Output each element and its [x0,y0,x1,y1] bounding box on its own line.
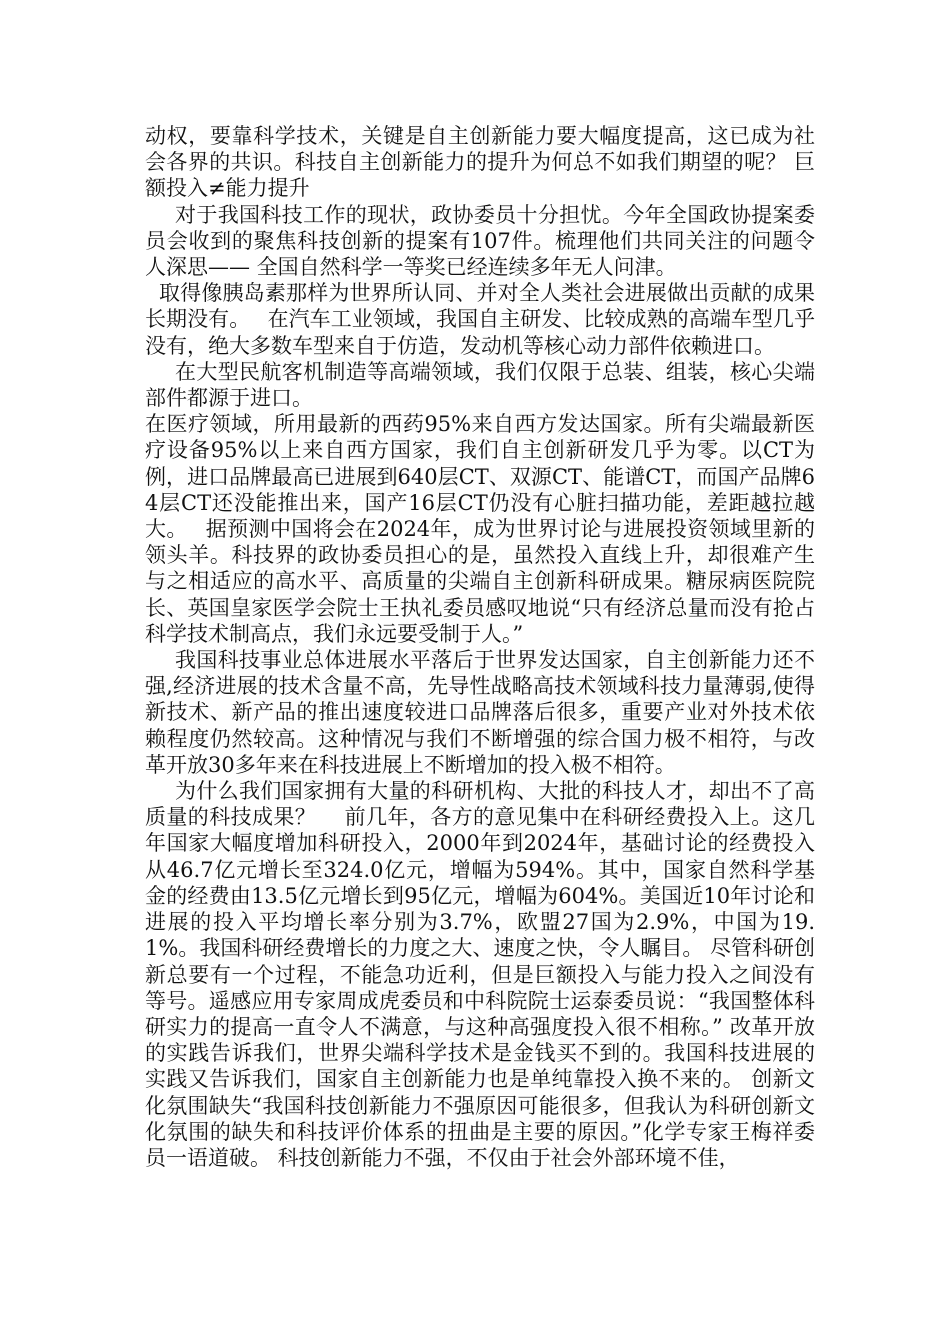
paragraph-6: 我国科技事业总体进展水平落后于世界发达国家，自主创新能力还不强,经济进展的技术含量不高，先导性战略高技术领域科技力量薄弱,使得新技术、新产品的推出速度较进口品牌落后很多，重要产业对外技术依赖程度仍然较高。这种情况与我们不断增强的综合国力极不相符，与改革开放30多年来在科技进展上不断增加的投入极不相符。 [145,648,815,777]
paragraph-5: 在医疗领域，所用最新的西药95%来自西方发达国家。所有尖端最新医疗设备95%以上来自西方国家，我们自主创新研发几乎为零。以CT为例，进口品牌最高已进展到640层CT、双源CT、能谱CT，而国产品牌64层CT还没能推出来，国产16层CT仍没有心脏扫描功能，差距越拉越大。 据预测中国将会在2024年，成为世界讨论与进展投资领域里新的领头羊。科技界的政协委员担心的是，虽然投入直线上升，却很难产生与之相适应的高水平、高质量的尖端自主创新科研成果。糖尿病医院院长、英国皇家医学会院士王执礼委员感叹地说“只有经济总量而没有抢占科学技术制高点，我们永远要受制于人。” [145,412,815,646]
document-body [145,123,815,1171]
paragraph-3: 取得像胰岛素那样为世界所认同、并对全人类社会进展做出贡献的成果长期没有。 在汽车工业领域，我国自主研发、比较成熟的高端车型几乎没有，绝大多数车型来自于仿造，发动机等核心动力部件依赖进口。 [145,281,815,358]
paragraph-7: 为什么我们国家拥有大量的科研机构、大批的科技人才，却出不了高质量的科技成果？ 前几年，各方的意见集中在科研经费投入上。这几年国家大幅度增加科研投入，2000年到2024年，基础讨论的经费投入从46.7亿元增长至324.0亿元，增幅为594%。其中，国家自然科学基金的经费由13.5亿元增长到95亿元，增幅为604%。美国近10年讨论和进展的投入平均增长率分别为3.7%，欧盟27国为2.9%，中国为19.1%。我国科研经费增长的力度之大、速度之快，令人瞩目。 尽管科研创新总要有一个过程，不能急功近利，但是巨额投入与能力投入之间没有等号。遥感应用专家周成虎委员和中科院院士运泰委员说：“我国整体科研实力的提高一直令人不满意，与这种高强度投入很不相称。” 改革开放的实践告诉我们，世界尖端科学技术是金钱买不到的。我国科技进展的实践又告诉我们，国家自主创新能力也是单纯靠投入换不来的。 创新文化氛围缺失“我国科技创新能力不强原因可能很多，但我认为科研创新文化氛围的缺失和科技评价体系的扭曲是主要的原因。”化学专家王梅祥委员一语道破。 科技创新能力不强，不仅由于社会外部环境不佳， [145,779,815,1170]
paragraph-1: 动权，要靠科学技术，关键是自主创新能力要大幅度提高，这已成为社会各界的共识。科技自主创新能力的提升为何总不如我们期望的呢？ 巨额投入≠能力提升 [145,124,815,201]
paragraph-2: 对于我国科技工作的现状，政协委员十分担忧。今年全国政协提案委员会收到的聚焦科技创新的提案有107件。梳理他们共同关注的问题令人深思—— 全国自然科学一等奖已经连续多年无人问津。 [145,202,815,280]
paragraph-4: 在大型民航客机制造等高端领域，我们仅限于总装、组装，核心尖端部件都源于进口。 [145,359,815,411]
